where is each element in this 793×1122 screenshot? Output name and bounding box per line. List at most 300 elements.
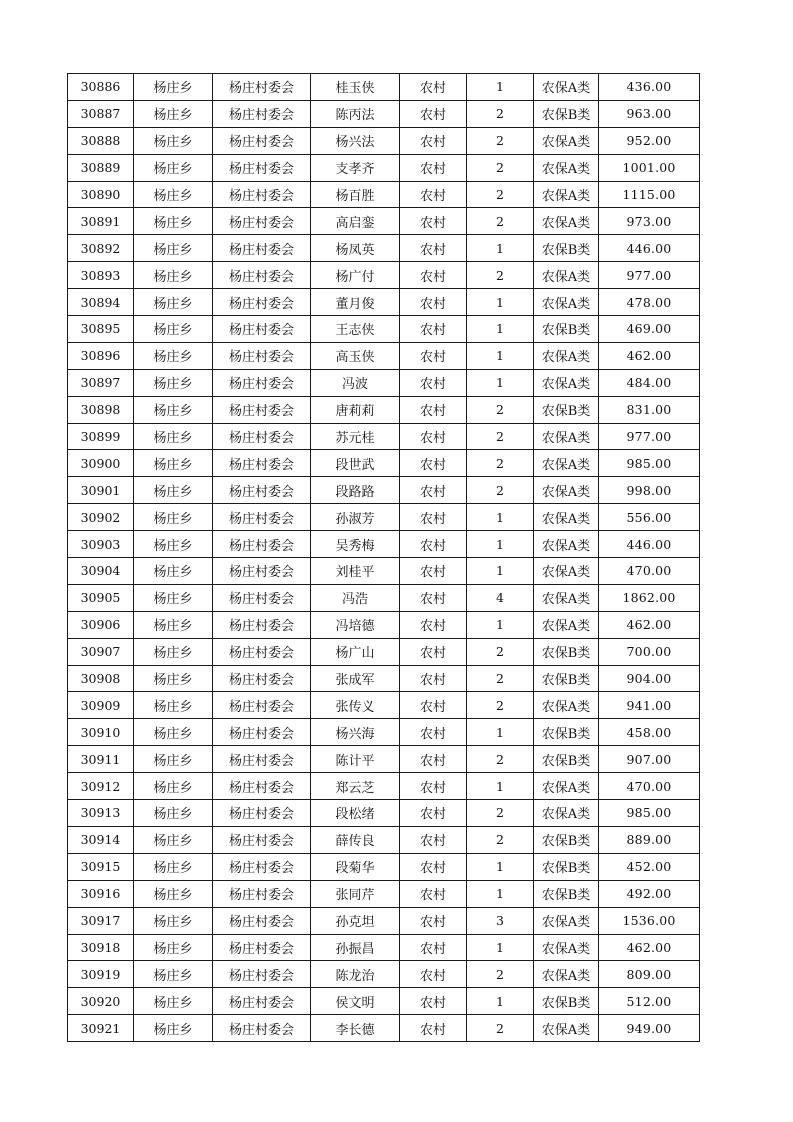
cell-person-name: 孙克坦 <box>311 907 400 934</box>
cell-household-count: 2 <box>467 423 534 450</box>
cell-person-name: 李长德 <box>311 1015 400 1042</box>
cell-village-committee: 杨庄村委会 <box>213 423 311 450</box>
table-row <box>68 289 700 316</box>
cell-person-name: 杨兴法 <box>311 127 400 154</box>
cell-village-committee: 杨庄村委会 <box>213 477 311 504</box>
cell-village-committee: 杨庄村委会 <box>213 396 311 423</box>
cell-household-count: 2 <box>467 638 534 665</box>
cell-area-type: 农村 <box>400 907 467 934</box>
cell-amount: 478.00 <box>599 289 700 316</box>
cell-village-committee: 杨庄村委会 <box>213 450 311 477</box>
cell-area-type: 农村 <box>400 208 467 235</box>
cell-person-name: 苏元桂 <box>311 423 400 450</box>
cell-person-name: 杨兴海 <box>311 719 400 746</box>
cell-amount: 470.00 <box>599 773 700 800</box>
cell-record-id: 30900 <box>68 450 134 477</box>
cell-person-name: 杨百胜 <box>311 181 400 208</box>
cell-township: 杨庄乡 <box>134 316 213 343</box>
cell-village-committee: 杨庄村委会 <box>213 800 311 827</box>
cell-amount: 436.00 <box>599 74 700 101</box>
cell-household-count: 2 <box>467 154 534 181</box>
table-row <box>68 746 700 773</box>
table-row <box>68 531 700 558</box>
cell-township: 杨庄乡 <box>134 853 213 880</box>
cell-township: 杨庄乡 <box>134 208 213 235</box>
cell-village-committee: 杨庄村委会 <box>213 746 311 773</box>
cell-township: 杨庄乡 <box>134 1015 213 1042</box>
cell-record-id: 30916 <box>68 880 134 907</box>
cell-township: 杨庄乡 <box>134 100 213 127</box>
cell-record-id: 30886 <box>68 74 134 101</box>
table-row <box>68 504 700 531</box>
cell-village-committee: 杨庄村委会 <box>213 1015 311 1042</box>
cell-person-name: 段路路 <box>311 477 400 504</box>
table-row <box>68 477 700 504</box>
cell-amount: 462.00 <box>599 342 700 369</box>
cell-person-name: 郑云芝 <box>311 773 400 800</box>
cell-insurance-category: 农保B类 <box>534 638 599 665</box>
cell-record-id: 30890 <box>68 181 134 208</box>
cell-insurance-category: 农保A类 <box>534 208 599 235</box>
table-row <box>68 342 700 369</box>
cell-township: 杨庄乡 <box>134 611 213 638</box>
cell-record-id: 30894 <box>68 289 134 316</box>
cell-household-count: 1 <box>467 773 534 800</box>
cell-insurance-category: 农保A类 <box>534 611 599 638</box>
cell-household-count: 2 <box>467 396 534 423</box>
cell-person-name: 桂玉侠 <box>311 74 400 101</box>
cell-household-count: 2 <box>467 127 534 154</box>
cell-village-committee: 杨庄村委会 <box>213 853 311 880</box>
cell-person-name: 冯浩 <box>311 584 400 611</box>
cell-township: 杨庄乡 <box>134 127 213 154</box>
cell-household-count: 2 <box>467 665 534 692</box>
table-row <box>68 181 700 208</box>
cell-person-name: 张传义 <box>311 692 400 719</box>
cell-area-type: 农村 <box>400 558 467 585</box>
cell-insurance-category: 农保A类 <box>534 558 599 585</box>
table-row <box>68 1015 700 1042</box>
cell-township: 杨庄乡 <box>134 988 213 1015</box>
cell-insurance-category: 农保A类 <box>534 504 599 531</box>
cell-township: 杨庄乡 <box>134 504 213 531</box>
cell-village-committee: 杨庄村委会 <box>213 316 311 343</box>
cell-record-id: 30914 <box>68 826 134 853</box>
cell-insurance-category: 农保B类 <box>534 826 599 853</box>
cell-township: 杨庄乡 <box>134 423 213 450</box>
cell-amount: 1536.00 <box>599 907 700 934</box>
cell-insurance-category: 农保A类 <box>534 369 599 396</box>
table-row <box>68 800 700 827</box>
cell-area-type: 农村 <box>400 1015 467 1042</box>
cell-household-count: 4 <box>467 584 534 611</box>
cell-household-count: 2 <box>467 450 534 477</box>
cell-insurance-category: 农保A类 <box>534 289 599 316</box>
cell-insurance-category: 农保A类 <box>534 262 599 289</box>
cell-township: 杨庄乡 <box>134 773 213 800</box>
cell-record-id: 30911 <box>68 746 134 773</box>
cell-village-committee: 杨庄村委会 <box>213 584 311 611</box>
cell-amount: 556.00 <box>599 504 700 531</box>
cell-household-count: 1 <box>467 369 534 396</box>
cell-amount: 462.00 <box>599 934 700 961</box>
cell-insurance-category: 农保A类 <box>534 961 599 988</box>
cell-township: 杨庄乡 <box>134 665 213 692</box>
cell-insurance-category: 农保A类 <box>534 800 599 827</box>
cell-township: 杨庄乡 <box>134 558 213 585</box>
cell-person-name: 孙淑芳 <box>311 504 400 531</box>
cell-record-id: 30908 <box>68 665 134 692</box>
cell-insurance-category: 农保B类 <box>534 235 599 262</box>
cell-household-count: 2 <box>467 961 534 988</box>
cell-amount: 949.00 <box>599 1015 700 1042</box>
cell-area-type: 农村 <box>400 423 467 450</box>
cell-amount: 700.00 <box>599 638 700 665</box>
cell-village-committee: 杨庄村委会 <box>213 880 311 907</box>
cell-person-name: 陈龙治 <box>311 961 400 988</box>
cell-person-name: 冯波 <box>311 369 400 396</box>
table-row <box>68 396 700 423</box>
cell-area-type: 农村 <box>400 181 467 208</box>
cell-record-id: 30901 <box>68 477 134 504</box>
cell-amount: 809.00 <box>599 961 700 988</box>
cell-area-type: 农村 <box>400 826 467 853</box>
cell-township: 杨庄乡 <box>134 638 213 665</box>
cell-village-committee: 杨庄村委会 <box>213 154 311 181</box>
cell-person-name: 段世武 <box>311 450 400 477</box>
allowance-table-container <box>67 73 699 1042</box>
cell-household-count: 2 <box>467 262 534 289</box>
cell-amount: 904.00 <box>599 665 700 692</box>
cell-amount: 492.00 <box>599 880 700 907</box>
cell-insurance-category: 农保A类 <box>534 1015 599 1042</box>
cell-insurance-category: 农保A类 <box>534 154 599 181</box>
cell-household-count: 1 <box>467 235 534 262</box>
cell-township: 杨庄乡 <box>134 262 213 289</box>
cell-record-id: 30918 <box>68 934 134 961</box>
table-row <box>68 719 700 746</box>
cell-village-committee: 杨庄村委会 <box>213 369 311 396</box>
cell-household-count: 2 <box>467 826 534 853</box>
cell-record-id: 30897 <box>68 369 134 396</box>
cell-area-type: 农村 <box>400 396 467 423</box>
cell-township: 杨庄乡 <box>134 342 213 369</box>
cell-person-name: 杨凤英 <box>311 235 400 262</box>
table-row <box>68 154 700 181</box>
table-row <box>68 773 700 800</box>
cell-insurance-category: 农保B类 <box>534 665 599 692</box>
cell-township: 杨庄乡 <box>134 181 213 208</box>
cell-household-count: 1 <box>467 988 534 1015</box>
cell-area-type: 农村 <box>400 773 467 800</box>
cell-insurance-category: 农保B类 <box>534 719 599 746</box>
cell-amount: 952.00 <box>599 127 700 154</box>
cell-township: 杨庄乡 <box>134 719 213 746</box>
cell-township: 杨庄乡 <box>134 746 213 773</box>
cell-record-id: 30907 <box>68 638 134 665</box>
cell-area-type: 农村 <box>400 100 467 127</box>
cell-amount: 963.00 <box>599 100 700 127</box>
cell-record-id: 30899 <box>68 423 134 450</box>
cell-household-count: 1 <box>467 342 534 369</box>
cell-household-count: 2 <box>467 692 534 719</box>
cell-insurance-category: 农保A类 <box>534 773 599 800</box>
cell-household-count: 1 <box>467 74 534 101</box>
cell-record-id: 30896 <box>68 342 134 369</box>
table-row <box>68 558 700 585</box>
cell-insurance-category: 农保B类 <box>534 100 599 127</box>
cell-area-type: 农村 <box>400 638 467 665</box>
table-body <box>68 74 700 1042</box>
cell-area-type: 农村 <box>400 316 467 343</box>
table-row <box>68 826 700 853</box>
table-row <box>68 423 700 450</box>
cell-township: 杨庄乡 <box>134 961 213 988</box>
cell-household-count: 2 <box>467 477 534 504</box>
cell-area-type: 农村 <box>400 988 467 1015</box>
cell-insurance-category: 农保A类 <box>534 692 599 719</box>
cell-household-count: 1 <box>467 558 534 585</box>
cell-amount: 1862.00 <box>599 584 700 611</box>
cell-township: 杨庄乡 <box>134 826 213 853</box>
cell-area-type: 农村 <box>400 235 467 262</box>
cell-person-name: 支孝齐 <box>311 154 400 181</box>
cell-insurance-category: 农保A类 <box>534 477 599 504</box>
cell-area-type: 农村 <box>400 934 467 961</box>
cell-area-type: 农村 <box>400 880 467 907</box>
table-row <box>68 934 700 961</box>
cell-household-count: 2 <box>467 181 534 208</box>
cell-insurance-category: 农保A类 <box>534 423 599 450</box>
cell-area-type: 农村 <box>400 342 467 369</box>
cell-record-id: 30919 <box>68 961 134 988</box>
cell-area-type: 农村 <box>400 746 467 773</box>
cell-record-id: 30920 <box>68 988 134 1015</box>
cell-village-committee: 杨庄村委会 <box>213 127 311 154</box>
cell-area-type: 农村 <box>400 127 467 154</box>
cell-village-committee: 杨庄村委会 <box>213 181 311 208</box>
cell-household-count: 1 <box>467 316 534 343</box>
cell-person-name: 侯文明 <box>311 988 400 1015</box>
cell-township: 杨庄乡 <box>134 934 213 961</box>
cell-insurance-category: 农保A类 <box>534 934 599 961</box>
cell-insurance-category: 农保B类 <box>534 396 599 423</box>
cell-village-committee: 杨庄村委会 <box>213 719 311 746</box>
cell-record-id: 30903 <box>68 531 134 558</box>
cell-amount: 941.00 <box>599 692 700 719</box>
cell-amount: 1001.00 <box>599 154 700 181</box>
cell-person-name: 高玉侠 <box>311 342 400 369</box>
cell-village-committee: 杨庄村委会 <box>213 665 311 692</box>
cell-amount: 512.00 <box>599 988 700 1015</box>
table-row <box>68 907 700 934</box>
cell-insurance-category: 农保B类 <box>534 988 599 1015</box>
cell-household-count: 1 <box>467 853 534 880</box>
cell-township: 杨庄乡 <box>134 477 213 504</box>
cell-village-committee: 杨庄村委会 <box>213 692 311 719</box>
cell-township: 杨庄乡 <box>134 74 213 101</box>
table-row <box>68 988 700 1015</box>
table-row <box>68 127 700 154</box>
cell-amount: 977.00 <box>599 423 700 450</box>
cell-area-type: 农村 <box>400 584 467 611</box>
table-row <box>68 100 700 127</box>
cell-person-name: 王志侠 <box>311 316 400 343</box>
cell-amount: 977.00 <box>599 262 700 289</box>
table-row <box>68 880 700 907</box>
cell-household-count: 2 <box>467 100 534 127</box>
cell-insurance-category: 农保B类 <box>534 880 599 907</box>
cell-village-committee: 杨庄村委会 <box>213 235 311 262</box>
table-row <box>68 584 700 611</box>
cell-person-name: 陈计平 <box>311 746 400 773</box>
table-row <box>68 638 700 665</box>
table-row <box>68 262 700 289</box>
cell-area-type: 农村 <box>400 961 467 988</box>
cell-amount: 470.00 <box>599 558 700 585</box>
cell-township: 杨庄乡 <box>134 907 213 934</box>
cell-insurance-category: 农保B类 <box>534 853 599 880</box>
cell-person-name: 高启銮 <box>311 208 400 235</box>
cell-record-id: 30898 <box>68 396 134 423</box>
cell-record-id: 30902 <box>68 504 134 531</box>
cell-area-type: 农村 <box>400 800 467 827</box>
cell-household-count: 1 <box>467 504 534 531</box>
cell-person-name: 段松绪 <box>311 800 400 827</box>
table-row <box>68 450 700 477</box>
cell-household-count: 1 <box>467 531 534 558</box>
cell-person-name: 吴秀梅 <box>311 531 400 558</box>
cell-insurance-category: 农保A类 <box>534 584 599 611</box>
cell-amount: 446.00 <box>599 235 700 262</box>
cell-area-type: 农村 <box>400 504 467 531</box>
cell-village-committee: 杨庄村委会 <box>213 342 311 369</box>
cell-village-committee: 杨庄村委会 <box>213 289 311 316</box>
cell-area-type: 农村 <box>400 289 467 316</box>
cell-amount: 831.00 <box>599 396 700 423</box>
cell-village-committee: 杨庄村委会 <box>213 638 311 665</box>
cell-amount: 452.00 <box>599 853 700 880</box>
cell-amount: 889.00 <box>599 826 700 853</box>
table-row <box>68 665 700 692</box>
table-row <box>68 316 700 343</box>
cell-village-committee: 杨庄村委会 <box>213 611 311 638</box>
cell-person-name: 唐莉莉 <box>311 396 400 423</box>
cell-area-type: 农村 <box>400 369 467 396</box>
cell-record-id: 30921 <box>68 1015 134 1042</box>
cell-record-id: 30910 <box>68 719 134 746</box>
cell-village-committee: 杨庄村委会 <box>213 773 311 800</box>
cell-amount: 462.00 <box>599 611 700 638</box>
cell-area-type: 农村 <box>400 450 467 477</box>
cell-township: 杨庄乡 <box>134 154 213 181</box>
cell-village-committee: 杨庄村委会 <box>213 74 311 101</box>
cell-record-id: 30889 <box>68 154 134 181</box>
cell-person-name: 陈丙法 <box>311 100 400 127</box>
cell-area-type: 农村 <box>400 74 467 101</box>
cell-record-id: 30893 <box>68 262 134 289</box>
cell-township: 杨庄乡 <box>134 235 213 262</box>
cell-household-count: 1 <box>467 719 534 746</box>
cell-insurance-category: 农保A类 <box>534 531 599 558</box>
allowance-table <box>67 73 700 1042</box>
cell-village-committee: 杨庄村委会 <box>213 262 311 289</box>
cell-person-name: 张同芹 <box>311 880 400 907</box>
cell-township: 杨庄乡 <box>134 692 213 719</box>
cell-person-name: 刘桂平 <box>311 558 400 585</box>
cell-insurance-category: 农保A类 <box>534 127 599 154</box>
cell-amount: 446.00 <box>599 531 700 558</box>
cell-township: 杨庄乡 <box>134 369 213 396</box>
cell-person-name: 董月俊 <box>311 289 400 316</box>
cell-insurance-category: 农保A类 <box>534 907 599 934</box>
cell-insurance-category: 农保B类 <box>534 746 599 773</box>
cell-record-id: 30915 <box>68 853 134 880</box>
table-row <box>68 208 700 235</box>
table-row <box>68 853 700 880</box>
cell-village-committee: 杨庄村委会 <box>213 504 311 531</box>
cell-household-count: 2 <box>467 800 534 827</box>
cell-village-committee: 杨庄村委会 <box>213 988 311 1015</box>
cell-amount: 907.00 <box>599 746 700 773</box>
table-row <box>68 74 700 101</box>
cell-household-count: 1 <box>467 880 534 907</box>
cell-record-id: 30904 <box>68 558 134 585</box>
cell-record-id: 30887 <box>68 100 134 127</box>
cell-person-name: 段菊华 <box>311 853 400 880</box>
cell-amount: 458.00 <box>599 719 700 746</box>
cell-township: 杨庄乡 <box>134 800 213 827</box>
cell-township: 杨庄乡 <box>134 584 213 611</box>
cell-village-committee: 杨庄村委会 <box>213 208 311 235</box>
cell-record-id: 30891 <box>68 208 134 235</box>
cell-person-name: 冯培德 <box>311 611 400 638</box>
cell-amount: 998.00 <box>599 477 700 504</box>
cell-person-name: 杨广山 <box>311 638 400 665</box>
cell-insurance-category: 农保A类 <box>534 342 599 369</box>
cell-person-name: 孙振昌 <box>311 934 400 961</box>
cell-record-id: 30917 <box>68 907 134 934</box>
cell-village-committee: 杨庄村委会 <box>213 531 311 558</box>
cell-household-count: 2 <box>467 1015 534 1042</box>
cell-household-count: 2 <box>467 746 534 773</box>
cell-insurance-category: 农保A类 <box>534 181 599 208</box>
cell-township: 杨庄乡 <box>134 880 213 907</box>
cell-village-committee: 杨庄村委会 <box>213 934 311 961</box>
cell-person-name: 张成军 <box>311 665 400 692</box>
cell-area-type: 农村 <box>400 611 467 638</box>
cell-record-id: 30895 <box>68 316 134 343</box>
cell-village-committee: 杨庄村委会 <box>213 907 311 934</box>
cell-area-type: 农村 <box>400 154 467 181</box>
cell-village-committee: 杨庄村委会 <box>213 961 311 988</box>
cell-area-type: 农村 <box>400 665 467 692</box>
table-row <box>68 235 700 262</box>
table-row <box>68 611 700 638</box>
cell-record-id: 30906 <box>68 611 134 638</box>
cell-area-type: 农村 <box>400 531 467 558</box>
cell-household-count: 1 <box>467 289 534 316</box>
cell-household-count: 2 <box>467 208 534 235</box>
table-row <box>68 961 700 988</box>
cell-township: 杨庄乡 <box>134 531 213 558</box>
cell-household-count: 3 <box>467 907 534 934</box>
table-row <box>68 692 700 719</box>
cell-record-id: 30909 <box>68 692 134 719</box>
cell-record-id: 30888 <box>68 127 134 154</box>
cell-village-committee: 杨庄村委会 <box>213 100 311 127</box>
cell-township: 杨庄乡 <box>134 450 213 477</box>
